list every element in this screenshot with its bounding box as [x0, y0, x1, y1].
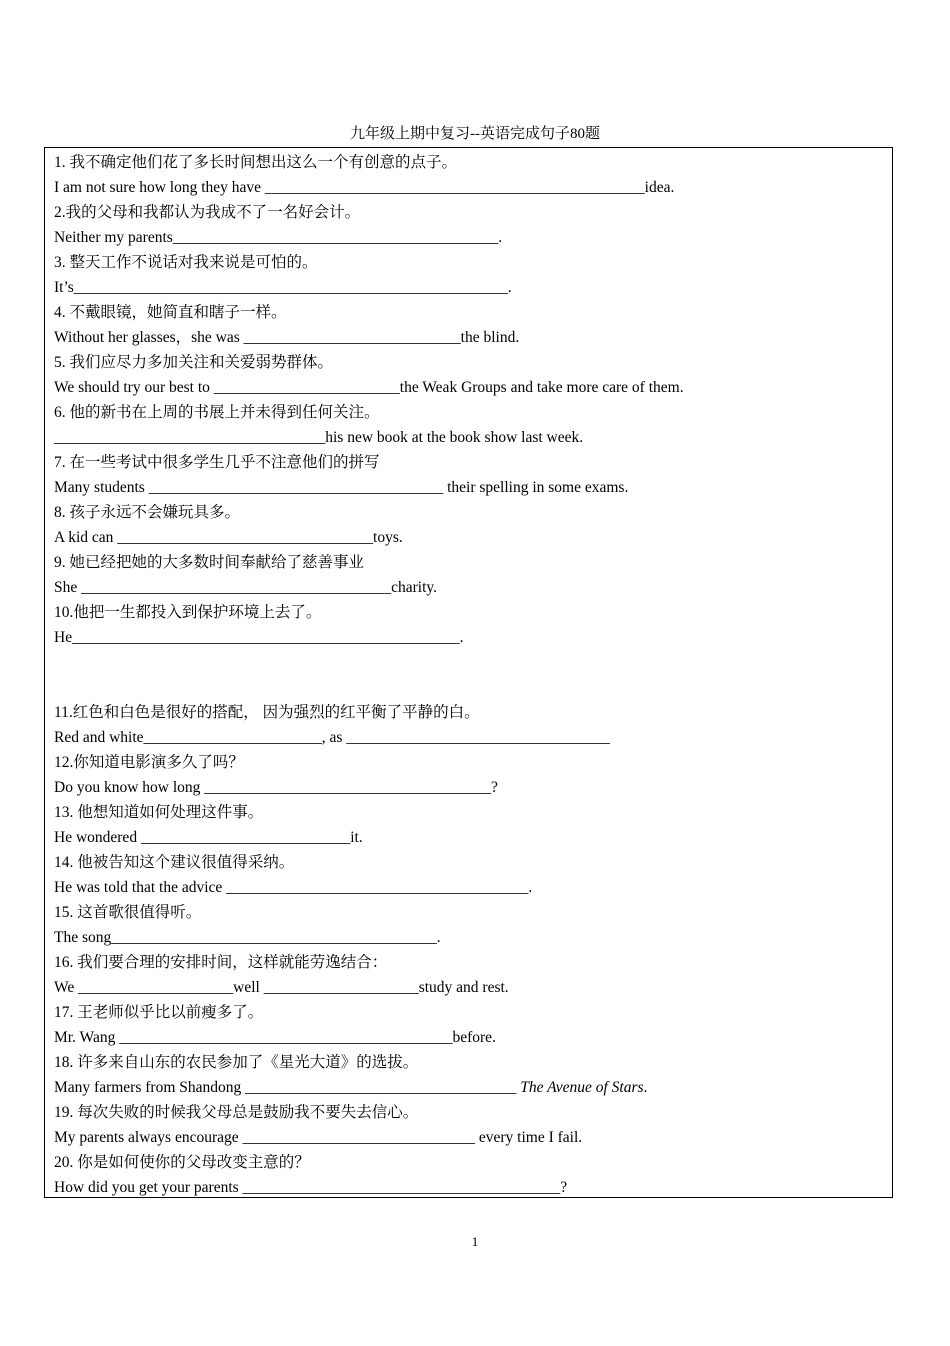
question-chinese: [54, 650, 884, 675]
question-chinese: 16. 我们要合理的安排时间，这样就能劳逸结合：: [54, 954, 388, 971]
question-chinese: 3. 整天工作不说话对我来说是可怕的。: [54, 254, 318, 271]
english-prompt: We ____________________well ____________________study and rest.: [54, 979, 509, 996]
english-prompt: A kid can _________________________________toys.: [54, 529, 403, 546]
question-english: [54, 825, 884, 850]
document-title: 九年级上期中复习--英语完成句子80题: [350, 126, 600, 142]
question-chinese: 11.红色和白色是很好的搭配， 因为强烈的红平衡了平静的白。: [54, 704, 480, 721]
question-chinese: 9. 她已经把她的大多数时间奉献给了慈善事业: [54, 554, 365, 571]
english-tail: .: [643, 1079, 648, 1096]
english-prompt: It’s________________________________________________________.: [54, 279, 512, 296]
english-prompt: He__________________________________________________.: [54, 629, 464, 646]
english-prompt: Mr. Wang ___________________________________________before.: [54, 1029, 496, 1046]
question-english: [54, 1075, 884, 1100]
question-chinese: 4. 不戴眼镜，她简直和瞎子一样。: [54, 304, 287, 321]
english-prompt: She ________________________________________charity.: [54, 579, 438, 596]
question-chinese: 15. 这首歌很值得听。: [54, 904, 202, 921]
question-english: [54, 575, 884, 600]
question-english: [54, 1175, 884, 1200]
question-chinese: 7. 在一些考试中很多学生几乎不注意他们的拼写: [54, 454, 380, 471]
english-prompt: My parents always encourage ______________________________ every time I fail.: [54, 1129, 583, 1146]
question-english: [54, 725, 884, 750]
question-english: [54, 375, 884, 400]
question-english: [54, 1025, 884, 1050]
question-chinese: 10.他把一生都投入到保护环境上去了。: [54, 604, 322, 621]
question-chinese: 14. 他被告知这个建议很值得采纳。: [54, 854, 295, 871]
question-chinese: 6. 他的新书在上周的书展上并未得到任何关注。: [54, 404, 380, 421]
question-english: [54, 475, 884, 500]
english-prompt: ___________________________________his new book at the book show last week.: [54, 429, 584, 446]
question-english: [54, 975, 884, 1000]
exercise-list: [54, 150, 884, 1200]
question-chinese: 17. 王老师似乎比以前瘦多了。: [54, 1004, 264, 1021]
english-prompt: Red and white_______________________, as __________________________________: [54, 729, 610, 746]
english-prompt: Many farmers from Shandong ___________________________________: [54, 1079, 521, 1096]
english-prompt: Many students ______________________________________ their spelling in some exams.: [54, 479, 629, 496]
question-english: [54, 275, 884, 300]
question-chinese: 19. 每次失败的时候我父母总是鼓励我不要失去信心。: [54, 1104, 419, 1121]
question-chinese: 8. 孩子永远不会嫌玩具多。: [54, 504, 241, 521]
question-english: [54, 225, 884, 250]
question-chinese: 12.你知道电影演多久了吗？: [54, 754, 244, 771]
question-english: [54, 425, 884, 450]
question-english: [54, 875, 884, 900]
question-chinese: 2.我的父母和我都认为我成不了一名好会计。: [54, 204, 361, 221]
question-english: [54, 525, 884, 550]
exercise-box: [44, 147, 893, 1198]
page-number: 1: [471, 1234, 479, 1249]
question-chinese: 18. 许多来自山东的农民参加了《星光大道》的选拔。: [54, 1054, 419, 1071]
question-english: [54, 925, 884, 950]
question-english: [54, 775, 884, 800]
question-english: [54, 675, 884, 700]
english-prompt: Neither my parents__________________________________________.: [54, 229, 503, 246]
english-prompt: We should try our best to ________________________the Weak Groups and take more care of them.: [54, 379, 684, 396]
english-prompt: How did you get your parents _________________________________________?: [54, 1179, 568, 1196]
question-english: [54, 175, 884, 200]
english-prompt: The song__________________________________________.: [54, 929, 441, 946]
english-prompt: He was told that the advice _______________________________________.: [54, 879, 533, 896]
english-prompt: Without her glasses，she was ____________________________the blind.: [54, 329, 520, 346]
question-english: [54, 1125, 884, 1150]
english-prompt: He wondered ___________________________it.: [54, 829, 363, 846]
question-chinese: 1. 我不确定他们花了多长时间想出这么一个有创意的点子。: [54, 154, 458, 171]
english-italic-title: The Avenue of Stars: [520, 1079, 644, 1096]
question-english: [54, 625, 884, 650]
english-prompt: I am not sure how long they have _________________________________________________idea.: [54, 179, 675, 196]
english-prompt: Do you know how long _____________________________________?: [54, 779, 498, 796]
question-chinese: 20. 你是如何使你的父母改变主意的？: [54, 1154, 310, 1171]
question-chinese: 5. 我们应尽力多加关注和关爱弱势群体。: [54, 354, 334, 371]
question-chinese: 13. 他想知道如何处理这件事。: [54, 804, 264, 821]
question-english: [54, 325, 884, 350]
